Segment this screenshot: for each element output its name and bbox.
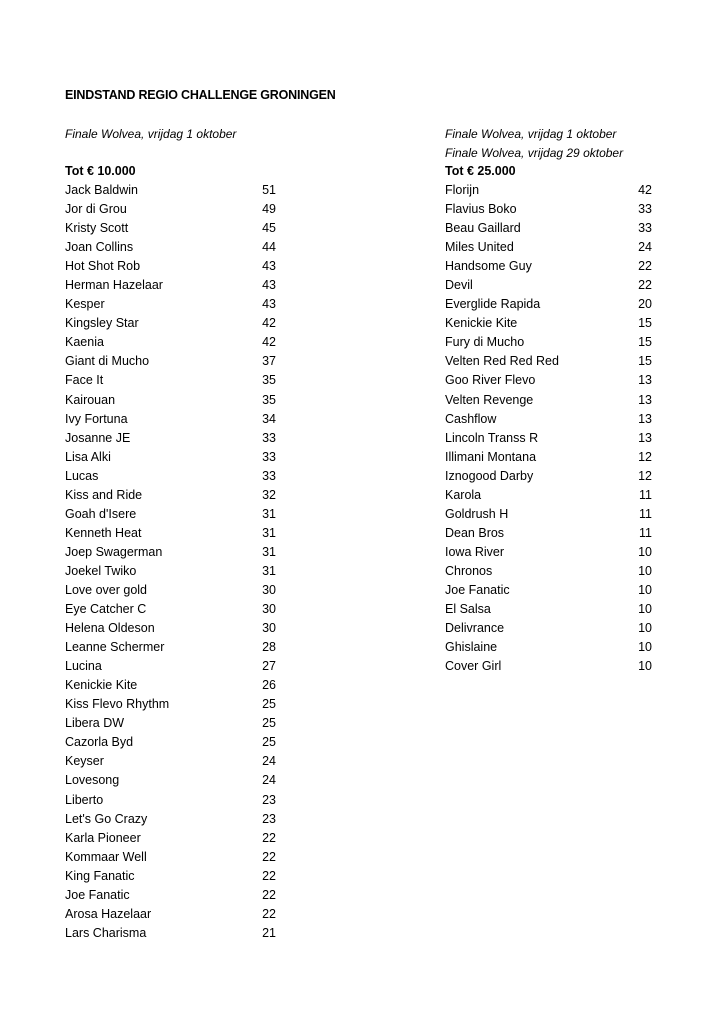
- points-value: 37: [262, 354, 276, 369]
- list-item: [65, 371, 276, 390]
- points-value: 15: [638, 316, 652, 331]
- points-value: 11: [639, 487, 652, 502]
- points-value: 35: [262, 392, 276, 407]
- left-standings-list: [65, 181, 276, 943]
- points-value: 33: [262, 449, 276, 464]
- horse-name: Kaenia: [65, 335, 104, 350]
- points-value: 43: [262, 297, 276, 312]
- horse-name: Liberto: [65, 792, 104, 807]
- list-item: [65, 543, 276, 562]
- horse-name: Let's Go Crazy: [65, 811, 148, 826]
- list-item: [445, 657, 652, 676]
- list-item: [65, 600, 276, 619]
- points-value: 44: [262, 240, 276, 255]
- points-value: 34: [262, 411, 276, 426]
- list-item: [65, 676, 276, 695]
- points-value: 13: [638, 411, 652, 426]
- horse-name: Devil: [445, 278, 473, 293]
- horse-name: Joep Swagerman: [65, 544, 163, 559]
- points-value: 30: [262, 621, 276, 636]
- points-value: 13: [638, 392, 652, 407]
- points-value: 24: [262, 773, 276, 788]
- points-value: 31: [262, 563, 276, 578]
- horse-name: Cover Girl: [445, 659, 502, 674]
- points-value: 10: [638, 602, 652, 617]
- points-value: 22: [262, 906, 276, 921]
- horse-name: Kenickie Kite: [445, 316, 518, 331]
- right-final-1: Finale Wolvea, vrijdag 1 oktober: [445, 127, 617, 141]
- page-title: EINDSTAND REGIO CHALLENGE GRONINGEN: [65, 88, 336, 102]
- points-value: 51: [262, 183, 276, 197]
- horse-name: Giant di Mucho: [65, 354, 150, 369]
- points-value: 33: [638, 221, 652, 236]
- horse-name: Lucas: [65, 468, 99, 483]
- list-item: [65, 562, 276, 581]
- points-value: 32: [262, 487, 276, 502]
- list-item: [65, 771, 276, 790]
- list-item: [445, 562, 652, 581]
- list-item: [65, 391, 276, 410]
- horse-name: Eye Catcher C: [65, 602, 147, 617]
- horse-name: Kristy Scott: [65, 221, 129, 236]
- points-value: 23: [262, 792, 276, 807]
- list-item: [445, 505, 652, 524]
- list-item: [65, 238, 276, 257]
- list-item: [65, 181, 276, 200]
- points-value: 11: [639, 506, 652, 521]
- list-item: [65, 829, 276, 848]
- points-value: 25: [262, 735, 276, 750]
- list-item: [65, 352, 276, 371]
- points-value: 33: [638, 202, 652, 217]
- list-item: [65, 886, 276, 905]
- horse-name: Kiss Flevo Rhythm: [65, 697, 170, 712]
- horse-name: King Fanatic: [65, 868, 135, 883]
- list-item: [445, 333, 652, 352]
- list-item: [65, 638, 276, 657]
- horse-name: Joekel Twiko: [65, 563, 137, 578]
- horse-name: El Salsa: [445, 602, 491, 617]
- list-item: [65, 448, 276, 467]
- horse-name: Lovesong: [65, 773, 120, 788]
- points-value: 10: [638, 659, 652, 674]
- list-item: [65, 486, 276, 505]
- points-value: 24: [638, 240, 652, 255]
- list-item: [65, 733, 276, 752]
- points-value: 13: [638, 430, 652, 445]
- points-value: 28: [262, 640, 276, 655]
- list-item: [65, 314, 276, 333]
- points-value: 22: [638, 278, 652, 293]
- horse-name: Cazorla Byd: [65, 735, 134, 750]
- points-value: 30: [262, 602, 276, 617]
- list-item: [65, 333, 276, 352]
- points-value: 10: [638, 563, 652, 578]
- list-item: [445, 219, 652, 238]
- points-value: 42: [262, 335, 276, 350]
- list-item: [445, 181, 652, 200]
- horse-name: Dean Bros: [445, 525, 505, 540]
- horse-name: Cashflow: [445, 411, 497, 426]
- points-value: 10: [638, 544, 652, 559]
- points-value: 15: [638, 354, 652, 369]
- points-value: 13: [638, 373, 652, 388]
- list-item: [65, 752, 276, 771]
- horse-name: Kommaar Well: [65, 849, 147, 864]
- list-item: [445, 581, 652, 600]
- list-item: [445, 295, 652, 314]
- points-value: 12: [638, 468, 652, 483]
- horse-name: Kairouan: [65, 392, 116, 407]
- points-value: 15: [638, 335, 652, 350]
- points-value: 45: [262, 221, 276, 236]
- points-value: 30: [262, 582, 276, 597]
- left-category-heading: Tot € 10.000: [65, 164, 136, 178]
- horse-name: Iznogood Darby: [445, 468, 534, 483]
- horse-name: Leanne Schermer: [65, 640, 165, 655]
- horse-name: Kesper: [65, 297, 105, 312]
- list-item: [445, 314, 652, 333]
- points-value: 12: [638, 449, 652, 464]
- points-value: 27: [262, 659, 276, 674]
- list-item: [445, 524, 652, 543]
- horse-name: Keyser: [65, 754, 104, 769]
- list-item: [445, 486, 652, 505]
- list-item: [445, 638, 652, 657]
- horse-name: Kenneth Heat: [65, 525, 142, 540]
- points-value: 10: [638, 582, 652, 597]
- list-item: [65, 848, 276, 867]
- list-item: [445, 600, 652, 619]
- list-item: [65, 295, 276, 314]
- points-value: 25: [262, 716, 276, 731]
- list-item: [65, 410, 276, 429]
- horse-name: Handsome Guy: [445, 259, 532, 274]
- horse-name: Chronos: [445, 563, 493, 578]
- horse-name: Illimani Montana: [445, 449, 537, 464]
- horse-name: Joan Collins: [65, 240, 134, 255]
- list-item: [65, 581, 276, 600]
- points-value: 10: [638, 621, 652, 636]
- points-value: 11: [639, 525, 652, 540]
- horse-name: Everglide Rapida: [445, 297, 541, 312]
- list-item: [445, 543, 652, 562]
- list-item: [65, 257, 276, 276]
- list-item: [65, 619, 276, 638]
- list-item: [65, 867, 276, 886]
- list-item: [445, 276, 652, 295]
- points-value: 20: [638, 297, 652, 312]
- points-value: 26: [262, 678, 276, 693]
- points-value: 22: [638, 259, 652, 274]
- points-value: 31: [262, 544, 276, 559]
- horse-name: Iowa River: [445, 544, 505, 559]
- horse-name: Lisa Alki: [65, 449, 111, 464]
- horse-name: Arosa Hazelaar: [65, 906, 152, 921]
- list-item: [445, 238, 652, 257]
- list-item: [65, 200, 276, 219]
- horse-name: Joe Fanatic: [65, 887, 130, 902]
- horse-name: Jor di Grou: [65, 202, 127, 217]
- points-value: 35: [262, 373, 276, 388]
- horse-name: Face It: [65, 373, 104, 388]
- list-item: [65, 219, 276, 238]
- list-item: [65, 924, 276, 943]
- list-item: [65, 905, 276, 924]
- horse-name: Ivy Fortuna: [65, 411, 128, 426]
- horse-name: Joe Fanatic: [445, 582, 510, 597]
- horse-name: Goah d'Isere: [65, 506, 137, 521]
- list-item: [445, 410, 652, 429]
- horse-name: Libera DW: [65, 716, 125, 731]
- horse-name: Jack Baldwin: [65, 183, 138, 197]
- points-value: 24: [262, 754, 276, 769]
- list-item: [445, 467, 652, 486]
- horse-name: Ghislaine: [445, 640, 498, 655]
- points-value: 43: [262, 259, 276, 274]
- list-item: [65, 429, 276, 448]
- list-item: [65, 467, 276, 486]
- left-final-1: Finale Wolvea, vrijdag 1 oktober: [65, 127, 237, 141]
- horse-name: Herman Hazelaar: [65, 278, 163, 293]
- list-item: [445, 619, 652, 638]
- horse-name: Fury di Mucho: [445, 335, 525, 350]
- right-standings-list: [445, 181, 652, 676]
- points-value: 23: [262, 811, 276, 826]
- list-item: [445, 371, 652, 390]
- horse-name: Florijn: [445, 183, 480, 197]
- list-item: [65, 657, 276, 676]
- points-value: 33: [262, 430, 276, 445]
- points-value: 22: [262, 830, 276, 845]
- list-item: [65, 276, 276, 295]
- list-item: [445, 429, 652, 448]
- horse-name: Josanne JE: [65, 430, 131, 445]
- horse-name: Flavius Boko: [445, 202, 517, 217]
- horse-name: Karla Pioneer: [65, 830, 141, 845]
- points-value: 43: [262, 278, 276, 293]
- list-item: [445, 448, 652, 467]
- list-item: [445, 352, 652, 371]
- horse-name: Love over gold: [65, 582, 148, 597]
- horse-name: Goldrush H: [445, 506, 509, 521]
- points-value: 22: [262, 887, 276, 902]
- list-item: [65, 505, 276, 524]
- list-item: [445, 257, 652, 276]
- right-final-2: Finale Wolvea, vrijdag 29 oktober: [445, 146, 624, 160]
- points-value: 42: [638, 183, 652, 197]
- points-value: 10: [638, 640, 652, 655]
- list-item: [65, 524, 276, 543]
- horse-name: Kenickie Kite: [65, 678, 138, 693]
- points-value: 22: [262, 868, 276, 883]
- points-value: 22: [262, 849, 276, 864]
- points-value: 42: [262, 316, 276, 331]
- horse-name: Hot Shot Rob: [65, 259, 141, 274]
- horse-name: Goo River Flevo: [445, 373, 536, 388]
- horse-name: Delivrance: [445, 621, 505, 636]
- points-value: 49: [262, 202, 276, 217]
- horse-name: Miles United: [445, 240, 514, 255]
- right-category-heading: Tot € 25.000: [445, 164, 516, 178]
- horse-name: Velten Red Red Red: [445, 354, 559, 369]
- points-value: 31: [262, 506, 276, 521]
- horse-name: Velten Revenge: [445, 392, 534, 407]
- points-value: 33: [262, 468, 276, 483]
- list-item: [445, 200, 652, 219]
- horse-name: Kiss and Ride: [65, 487, 143, 502]
- horse-name: Karola: [445, 487, 482, 502]
- horse-name: Beau Gaillard: [445, 221, 521, 236]
- horse-name: Helena Oldeson: [65, 621, 155, 636]
- list-item: [65, 791, 276, 810]
- horse-name: Lars Charisma: [65, 925, 147, 940]
- list-item: [65, 810, 276, 829]
- points-value: 21: [262, 925, 276, 940]
- list-item: [65, 695, 276, 714]
- horse-name: Lucina: [65, 659, 102, 674]
- points-value: 25: [262, 697, 276, 712]
- horse-name: Kingsley Star: [65, 316, 139, 331]
- list-item: [65, 714, 276, 733]
- points-value: 31: [262, 525, 276, 540]
- list-item: [445, 391, 652, 410]
- horse-name: Lincoln Transs R: [445, 430, 539, 445]
